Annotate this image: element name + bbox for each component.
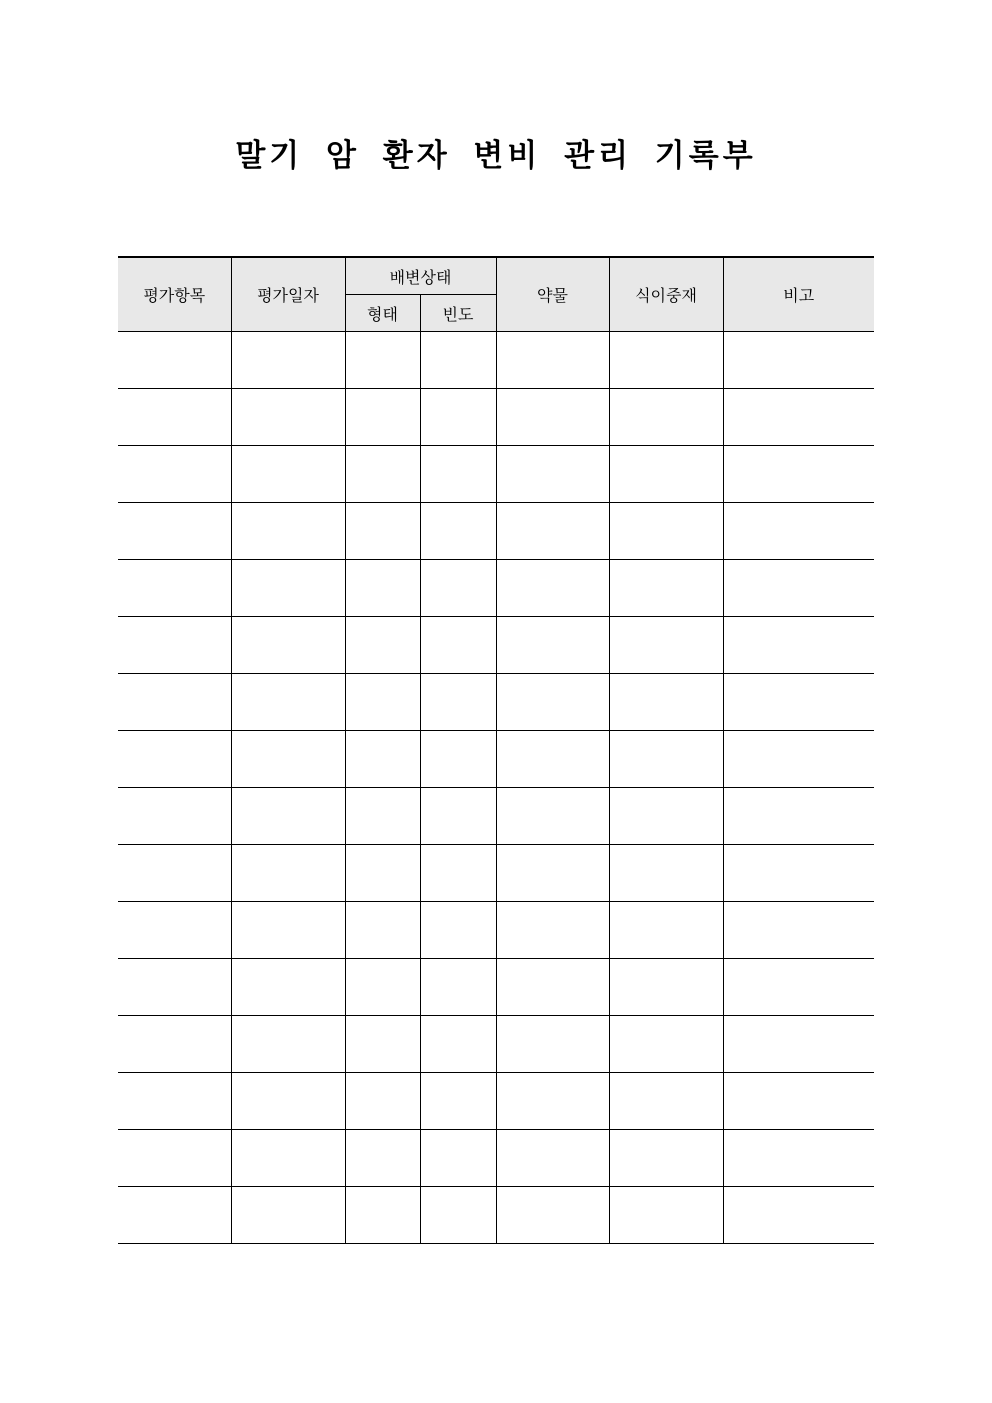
cell-medication[interactable]	[496, 1187, 609, 1244]
header-medication: 약물	[496, 257, 609, 332]
table-row	[118, 503, 874, 560]
cell-remarks[interactable]	[723, 1016, 874, 1073]
table-row	[118, 446, 874, 503]
cell-bowel-frequency[interactable]	[420, 902, 496, 959]
cell-medication[interactable]	[496, 788, 609, 845]
cell-diet-intervention[interactable]	[609, 731, 723, 788]
cell-medication[interactable]	[496, 959, 609, 1016]
cell-bowel-frequency[interactable]	[420, 1130, 496, 1187]
cell-bowel-frequency[interactable]	[420, 731, 496, 788]
cell-evaluation-item[interactable]	[118, 617, 231, 674]
table-row	[118, 389, 874, 446]
cell-evaluation-item[interactable]	[118, 1016, 231, 1073]
cell-bowel-form[interactable]	[345, 788, 420, 845]
cell-medication[interactable]	[496, 503, 609, 560]
cell-medication[interactable]	[496, 731, 609, 788]
cell-evaluation-item[interactable]	[118, 560, 231, 617]
cell-remarks[interactable]	[723, 731, 874, 788]
cell-medication[interactable]	[496, 845, 609, 902]
table-row	[118, 788, 874, 845]
cell-bowel-frequency[interactable]	[420, 446, 496, 503]
cell-evaluation-date[interactable]	[231, 503, 345, 560]
cell-medication[interactable]	[496, 1016, 609, 1073]
cell-medication[interactable]	[496, 332, 609, 389]
table-row	[118, 560, 874, 617]
cell-remarks[interactable]	[723, 1187, 874, 1244]
header-diet-intervention: 식이중재	[609, 257, 723, 332]
cell-medication[interactable]	[496, 674, 609, 731]
cell-bowel-form[interactable]	[345, 731, 420, 788]
table-row	[118, 617, 874, 674]
cell-evaluation-date[interactable]	[231, 1073, 345, 1130]
cell-evaluation-date[interactable]	[231, 902, 345, 959]
cell-bowel-frequency[interactable]	[420, 674, 496, 731]
cell-bowel-frequency[interactable]	[420, 788, 496, 845]
cell-diet-intervention[interactable]	[609, 332, 723, 389]
cell-diet-intervention[interactable]	[609, 959, 723, 1016]
table-row	[118, 902, 874, 959]
cell-bowel-frequency[interactable]	[420, 959, 496, 1016]
cell-remarks[interactable]	[723, 1130, 874, 1187]
cell-evaluation-date[interactable]	[231, 959, 345, 1016]
cell-diet-intervention[interactable]	[609, 902, 723, 959]
cell-medication[interactable]	[496, 1073, 609, 1130]
cell-evaluation-date[interactable]	[231, 560, 345, 617]
cell-medication[interactable]	[496, 560, 609, 617]
cell-remarks[interactable]	[723, 1073, 874, 1130]
table-row	[118, 1130, 874, 1187]
cell-medication[interactable]	[496, 389, 609, 446]
table-row	[118, 1073, 874, 1130]
cell-bowel-form[interactable]	[345, 845, 420, 902]
cell-evaluation-item[interactable]	[118, 503, 231, 560]
cell-bowel-form[interactable]	[345, 902, 420, 959]
cell-bowel-form[interactable]	[345, 674, 420, 731]
cell-diet-intervention[interactable]	[609, 560, 723, 617]
header-bowel-frequency: 빈도	[420, 295, 496, 332]
cell-evaluation-date[interactable]	[231, 332, 345, 389]
cell-evaluation-date[interactable]	[231, 617, 345, 674]
record-table-body	[118, 332, 874, 1244]
cell-evaluation-item[interactable]	[118, 389, 231, 446]
cell-remarks[interactable]	[723, 674, 874, 731]
cell-bowel-frequency[interactable]	[420, 332, 496, 389]
cell-medication[interactable]	[496, 1130, 609, 1187]
cell-remarks[interactable]	[723, 617, 874, 674]
table-row	[118, 1016, 874, 1073]
cell-bowel-frequency[interactable]	[420, 845, 496, 902]
cell-bowel-frequency[interactable]	[420, 560, 496, 617]
header-remarks: 비고	[723, 257, 874, 332]
table-row	[118, 959, 874, 1016]
cell-evaluation-item[interactable]	[118, 332, 231, 389]
cell-evaluation-item[interactable]	[118, 959, 231, 1016]
cell-diet-intervention[interactable]	[609, 503, 723, 560]
cell-bowel-frequency[interactable]	[420, 1073, 496, 1130]
cell-diet-intervention[interactable]	[609, 1073, 723, 1130]
cell-diet-intervention[interactable]	[609, 1187, 723, 1244]
header-evaluation-item: 평가항목	[118, 257, 231, 332]
cell-bowel-form[interactable]	[345, 446, 420, 503]
cell-bowel-frequency[interactable]	[420, 389, 496, 446]
cell-evaluation-item[interactable]	[118, 902, 231, 959]
cell-evaluation-item[interactable]	[118, 1073, 231, 1130]
cell-evaluation-item[interactable]	[118, 788, 231, 845]
cell-bowel-form[interactable]	[345, 1187, 420, 1244]
cell-evaluation-item[interactable]	[118, 674, 231, 731]
cell-evaluation-item[interactable]	[118, 1187, 231, 1244]
page-title: 말기 암 환자 변비 관리 기록부	[235, 138, 757, 174]
cell-bowel-form[interactable]	[345, 959, 420, 1016]
cell-evaluation-date[interactable]	[231, 674, 345, 731]
cell-evaluation-date[interactable]	[231, 731, 345, 788]
cell-evaluation-date[interactable]	[231, 845, 345, 902]
cell-bowel-frequency[interactable]	[420, 617, 496, 674]
cell-evaluation-item[interactable]	[118, 446, 231, 503]
cell-diet-intervention[interactable]	[609, 845, 723, 902]
record-table	[118, 256, 874, 1244]
cell-medication[interactable]	[496, 902, 609, 959]
cell-remarks[interactable]	[723, 389, 874, 446]
cell-remarks[interactable]	[723, 446, 874, 503]
cell-remarks[interactable]	[723, 560, 874, 617]
cell-diet-intervention[interactable]	[609, 788, 723, 845]
cell-evaluation-date[interactable]	[231, 1187, 345, 1244]
cell-bowel-form[interactable]	[345, 617, 420, 674]
cell-remarks[interactable]	[723, 902, 874, 959]
table-row	[118, 731, 874, 788]
cell-evaluation-date[interactable]	[231, 788, 345, 845]
header-bowel-form: 형태	[345, 295, 420, 332]
cell-bowel-form[interactable]	[345, 1073, 420, 1130]
cell-diet-intervention[interactable]	[609, 446, 723, 503]
table-row	[118, 332, 874, 389]
cell-bowel-form[interactable]	[345, 1016, 420, 1073]
cell-evaluation-date[interactable]	[231, 389, 345, 446]
cell-diet-intervention[interactable]	[609, 617, 723, 674]
cell-bowel-form[interactable]	[345, 503, 420, 560]
cell-evaluation-date[interactable]	[231, 1016, 345, 1073]
cell-bowel-form[interactable]	[345, 389, 420, 446]
cell-evaluation-item[interactable]	[118, 845, 231, 902]
cell-bowel-form[interactable]	[345, 560, 420, 617]
cell-evaluation-item[interactable]	[118, 1130, 231, 1187]
cell-remarks[interactable]	[723, 788, 874, 845]
cell-evaluation-date[interactable]	[231, 446, 345, 503]
cell-bowel-form[interactable]	[345, 332, 420, 389]
cell-bowel-frequency[interactable]	[420, 1187, 496, 1244]
cell-evaluation-item[interactable]	[118, 731, 231, 788]
table-row	[118, 1187, 874, 1244]
cell-bowel-frequency[interactable]	[420, 1016, 496, 1073]
cell-evaluation-date[interactable]	[231, 1130, 345, 1187]
cell-medication[interactable]	[496, 617, 609, 674]
cell-diet-intervention[interactable]	[609, 1130, 723, 1187]
cell-remarks[interactable]	[723, 845, 874, 902]
cell-bowel-form[interactable]	[345, 1130, 420, 1187]
table-row	[118, 845, 874, 902]
header-evaluation-date: 평가일자	[231, 257, 345, 332]
cell-bowel-frequency[interactable]	[420, 503, 496, 560]
table-row	[118, 674, 874, 731]
cell-remarks[interactable]	[723, 503, 874, 560]
cell-remarks[interactable]	[723, 332, 874, 389]
cell-diet-intervention[interactable]	[609, 389, 723, 446]
cell-remarks[interactable]	[723, 959, 874, 1016]
cell-diet-intervention[interactable]	[609, 674, 723, 731]
cell-diet-intervention[interactable]	[609, 1016, 723, 1073]
header-bowel-status: 배변상태	[345, 257, 496, 295]
cell-medication[interactable]	[496, 446, 609, 503]
